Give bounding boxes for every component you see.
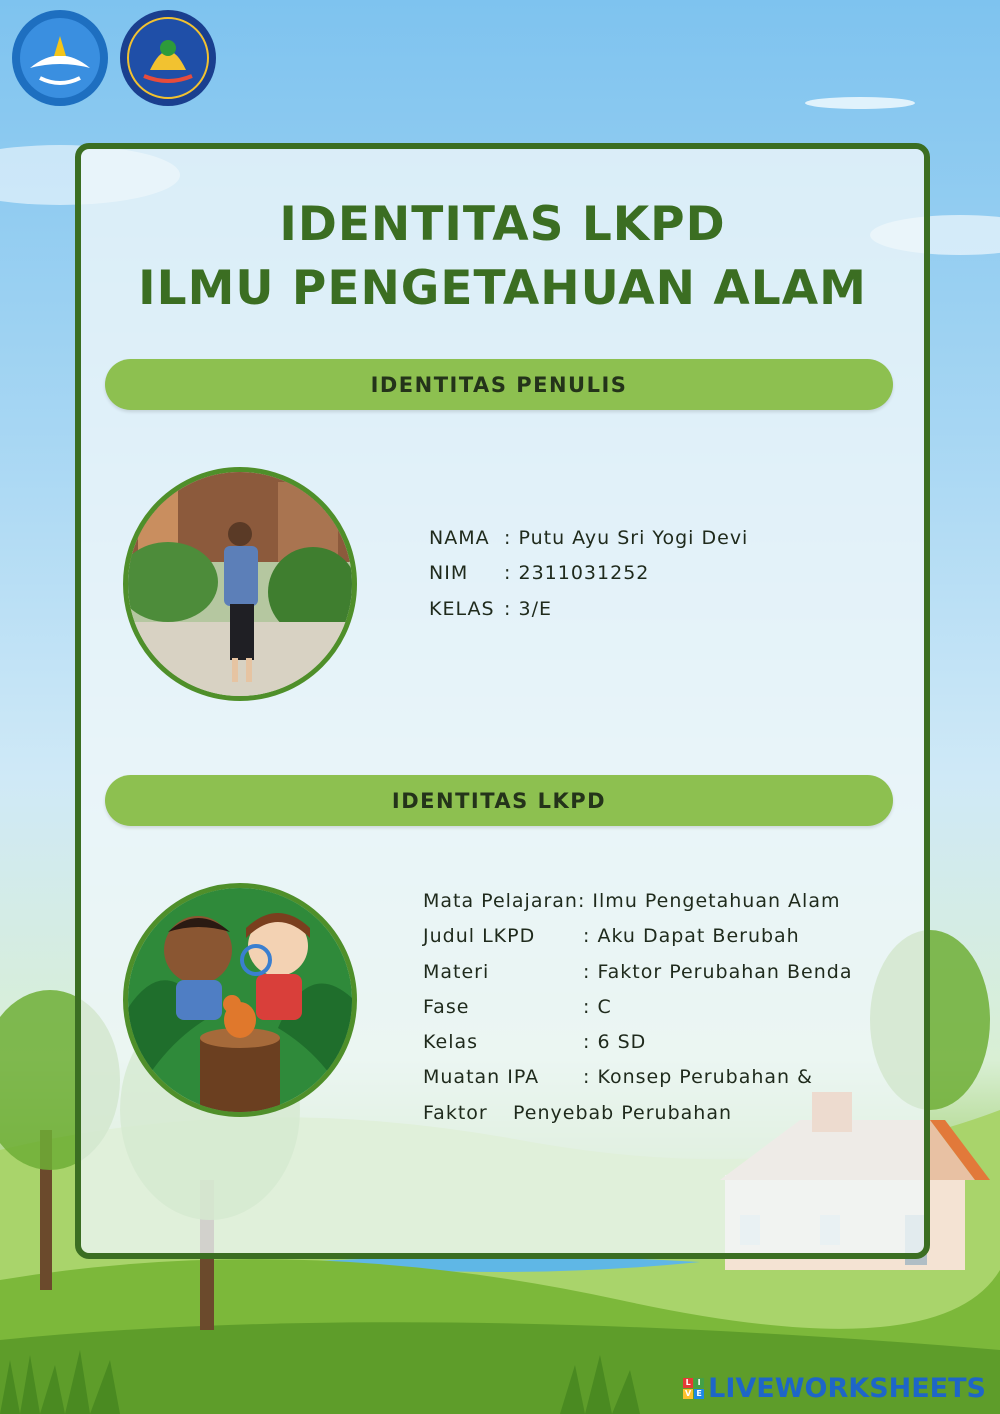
liveworksheets-logo-icon bbox=[683, 1378, 704, 1399]
watermark-text: LIVEWORKSHEETS bbox=[708, 1373, 986, 1404]
author-value-nim: : 2311031252 bbox=[504, 562, 650, 585]
lkpd-row-kelas bbox=[423, 1031, 852, 1066]
lkpd-row-faktor bbox=[423, 1102, 852, 1137]
lkpd-row-judul bbox=[423, 925, 852, 960]
author-label-nim: NIM bbox=[429, 562, 469, 585]
undiksha-logo bbox=[118, 8, 218, 108]
lkpd-value-judul: : Aku Dapat Berubah bbox=[583, 925, 800, 948]
author-value-kelas: : 3/E bbox=[504, 597, 552, 620]
author-label-name: NAMA bbox=[429, 527, 490, 549]
author-label-kelas: KELAS bbox=[429, 597, 495, 620]
author-section-heading: IDENTITAS PENULIS bbox=[370, 372, 628, 397]
logo-letter-e: E bbox=[694, 1389, 704, 1399]
author-photo bbox=[123, 467, 357, 701]
page-title bbox=[81, 193, 924, 321]
lkpd-cover-image bbox=[123, 883, 357, 1117]
title-line-2: ILMU PENGETAHUAN ALAM bbox=[138, 261, 867, 316]
lkpd-row-fase bbox=[423, 996, 852, 1031]
author-row-name bbox=[429, 527, 748, 562]
lkpd-row-mapel bbox=[423, 890, 852, 925]
children-illustration bbox=[128, 888, 352, 1112]
lkpd-label-materi: Materi bbox=[423, 960, 490, 983]
lkpd-label-faktor: Faktor bbox=[423, 1101, 488, 1124]
author-info bbox=[429, 527, 748, 633]
author-row-kelas bbox=[429, 598, 748, 633]
lkpd-row-materi bbox=[423, 961, 852, 996]
cloud bbox=[805, 97, 915, 109]
header-logos bbox=[10, 8, 218, 108]
lkpd-value-muatan: : Konsep Perubahan & bbox=[583, 1066, 813, 1089]
logo-letter-l: L bbox=[683, 1378, 693, 1388]
lkpd-section-banner bbox=[105, 775, 893, 826]
lkpd-label-mapel: Mata Pelajaran bbox=[423, 890, 578, 912]
logo-letter-v: V bbox=[685, 1389, 692, 1398]
lkpd-label-fase: Fase bbox=[423, 995, 470, 1018]
liveworksheets-watermark bbox=[683, 1373, 986, 1404]
author-photo-illustration bbox=[128, 472, 352, 696]
author-value-name: : Putu Ayu Sri Yogi Devi bbox=[504, 527, 749, 549]
title-line-1: IDENTITAS LKPD bbox=[279, 197, 726, 252]
author-row-nim bbox=[429, 562, 748, 597]
lkpd-label-muatan: Muatan IPA bbox=[423, 1066, 540, 1089]
lkpd-value-mapel: : Ilmu Pengetahuan Alam bbox=[577, 890, 841, 912]
logo-letter-i: I bbox=[694, 1378, 704, 1388]
lkpd-info bbox=[423, 890, 852, 1137]
lkpd-section-heading: IDENTITAS LKPD bbox=[391, 788, 607, 813]
lkpd-value-materi: : Faktor Perubahan Benda bbox=[583, 960, 853, 983]
lkpd-label-judul: Judul LKPD bbox=[423, 925, 536, 948]
author-section-banner bbox=[105, 359, 893, 410]
lkpd-value-faktor: Penyebab Perubahan bbox=[513, 1101, 733, 1124]
tut-wuri-handayani-logo bbox=[10, 8, 110, 108]
lkpd-label-kelas: Kelas bbox=[423, 1031, 479, 1054]
lkpd-row-muatan bbox=[423, 1066, 852, 1101]
lkpd-value-kelas: : 6 SD bbox=[583, 1031, 647, 1054]
identity-card bbox=[75, 143, 930, 1259]
lkpd-value-fase: : C bbox=[583, 995, 612, 1018]
